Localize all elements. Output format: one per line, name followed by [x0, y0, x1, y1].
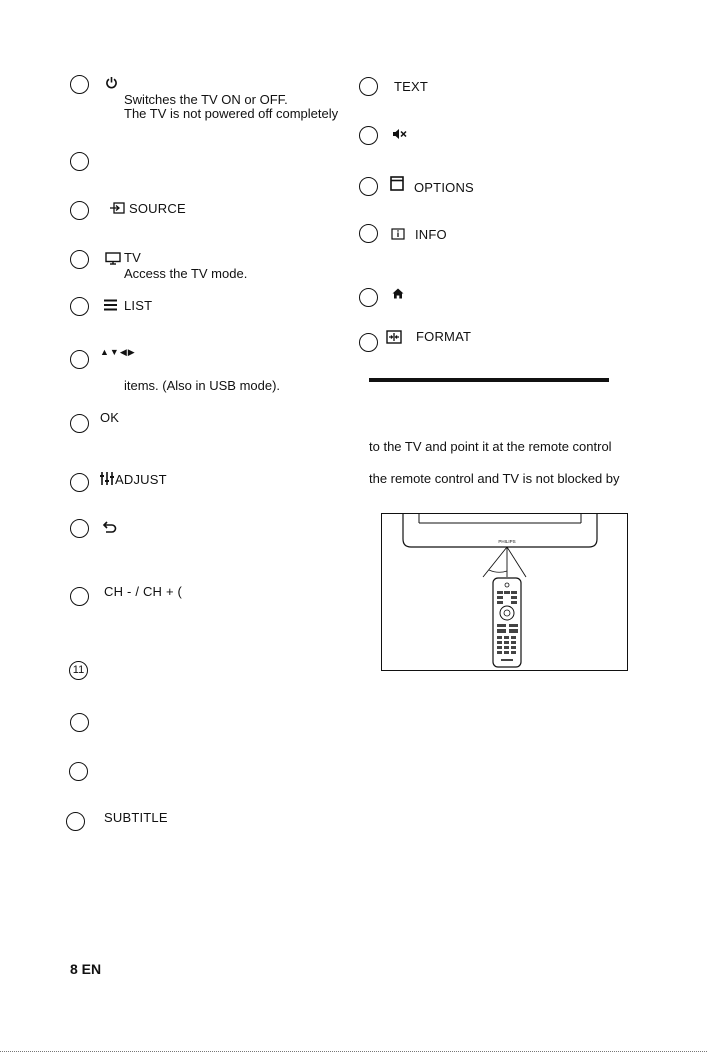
item-circle: [70, 473, 89, 492]
item-desc: items. (Also in USB mode).: [124, 378, 281, 393]
item-circle: [70, 519, 89, 538]
item-circle: [359, 77, 378, 96]
mute-icon: [392, 128, 407, 140]
item-label: ADJUST: [115, 472, 167, 487]
item-circle: [70, 75, 89, 94]
adjust-icon: [100, 472, 114, 485]
item-circle: [70, 350, 89, 369]
format-icon: [386, 330, 402, 344]
power-icon: [105, 76, 118, 89]
back-icon: [101, 521, 117, 534]
item-circle: [70, 152, 89, 171]
item-circle: [70, 297, 89, 316]
item-label: OPTIONS: [414, 180, 474, 195]
item-circle: [359, 288, 378, 307]
options-icon: [390, 176, 405, 191]
item-label: CH - / CH + (: [104, 584, 183, 599]
item-desc: Access the TV mode.: [124, 266, 248, 281]
section-divider: [369, 378, 609, 382]
item-circle: [70, 713, 89, 732]
item-label: LIST: [124, 298, 153, 313]
item-circle: [70, 414, 89, 433]
item-circle: [359, 224, 378, 243]
item-desc: The TV is not powered off completely: [124, 106, 339, 121]
tv-icon: [105, 252, 121, 265]
item-label: SOURCE: [129, 201, 186, 216]
item-label: TEXT: [394, 79, 429, 94]
body-text-line: the remote control and TV is not blocked by: [369, 471, 620, 486]
item-desc: Switches the TV ON or OFF.: [124, 92, 288, 107]
tv-remote-illustration: [381, 513, 628, 671]
item-circle: [70, 250, 89, 269]
item-circle: [70, 201, 89, 220]
bottom-dotted-edge: [0, 1051, 707, 1052]
navigation-arrows-icon: ▲▼◀▶: [100, 347, 136, 357]
list-icon: [103, 299, 118, 311]
page-number: 8 EN: [70, 961, 102, 977]
item-label: TV: [124, 250, 142, 265]
item-circle: [359, 177, 378, 196]
item-label: SUBTITLE: [104, 810, 168, 825]
body-text-line: to the TV and point it at the remote control: [369, 439, 612, 454]
item-circle: [70, 587, 89, 606]
item-circle: 11: [69, 661, 88, 680]
item-label: FORMAT: [416, 329, 472, 344]
home-icon: [392, 288, 404, 299]
item-label: OK: [100, 410, 120, 425]
item-circle: [359, 333, 378, 352]
info-icon: [391, 228, 405, 240]
tv-brand-logo: PHILIPS: [498, 539, 516, 544]
item-label: INFO: [415, 227, 447, 242]
source-icon: [109, 202, 125, 214]
item-circle: [359, 126, 378, 145]
item-circle: [66, 812, 85, 831]
item-circle: [69, 762, 88, 781]
